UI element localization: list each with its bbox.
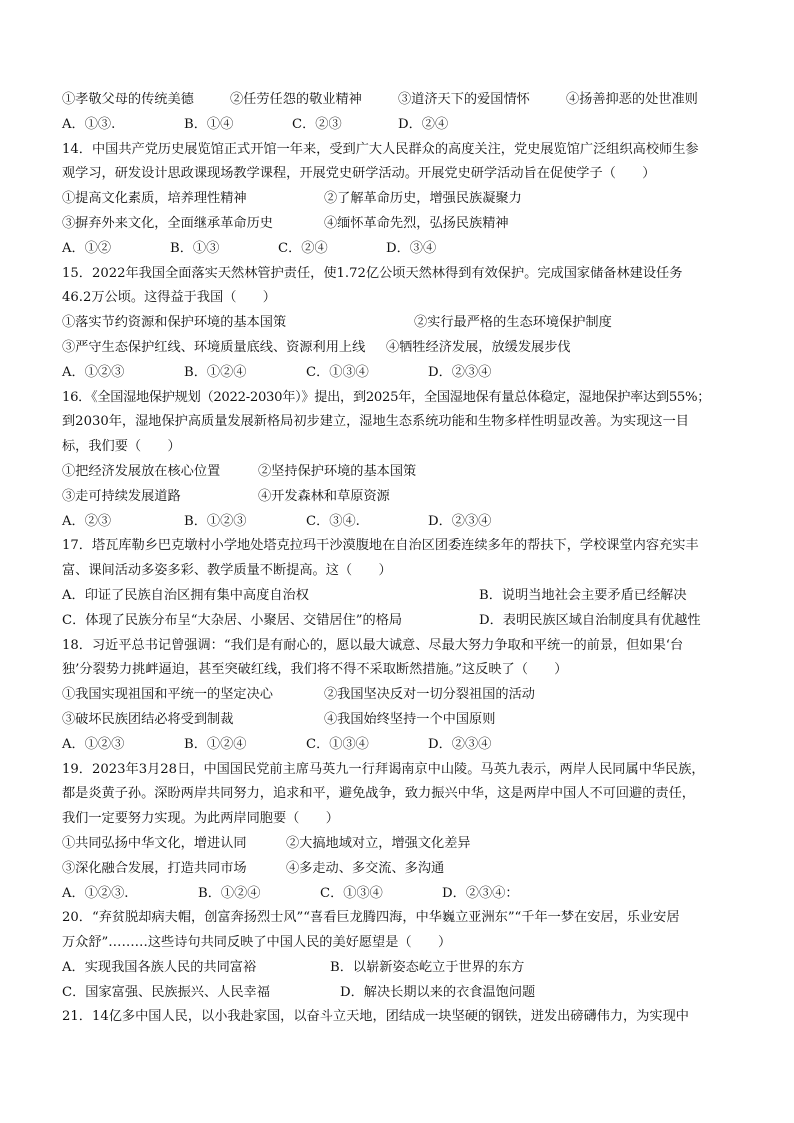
q15-choice-a[interactable]: A．①②③	[62, 364, 125, 380]
q20-choices-row-1	[62, 956, 752, 981]
q18-statement-3: ③破坏民族团结必将受到制裁	[62, 711, 234, 727]
q19-stem-line-2: 都是炎黄子孙。深盼两岸共同努力，追求和平，避免战争，致力振兴中华，这是两岸中国人不可回避的责任，	[62, 786, 695, 802]
q16-statement-3: ③走可持续发展道路	[62, 488, 181, 504]
q13-choices	[62, 113, 752, 138]
q15-choices	[62, 361, 752, 386]
q18-statements-row-2	[62, 708, 752, 733]
q18-choice-c[interactable]: C．①③④	[306, 736, 369, 752]
q14-statement-1: ①提高文化素质，培养理性精神	[62, 191, 247, 207]
q18-stem-line-2: 独’分裂势力挑衅逼迫，甚至突破红线，我们将不得不采取断然措施。”这反映了（ ）	[62, 662, 568, 678]
q13-statement-1: ①孝敬父母的传统美德	[62, 92, 194, 107]
q15-stem-line-2: 46.2万公顷。这得益于我国（ ）	[62, 290, 276, 306]
q13-choice-c[interactable]: C．②③	[292, 116, 342, 132]
q14-stem-line-2: 观学习，研发设计思政课现场教学课程，开展党史研学活动。开展党史研学活动旨在促使学子（ ）	[62, 166, 656, 182]
q18-choice-d[interactable]: D．②③④	[428, 736, 492, 752]
q16-choice-c[interactable]: C．③④.	[306, 513, 360, 529]
q20-choice-d[interactable]: D．解决长期以来的衣食温饱问题	[340, 984, 536, 1000]
q16-stem-line-3: 标，我们要（ ）	[62, 439, 181, 455]
q20-stem-line-1: 20．“弃贫脱却病夫帽，创富奔扬烈士风”“喜看巨龙腾四海，中华巍立亚洲东”“千年一梦在安居，乐业安居	[62, 910, 680, 926]
q13-choice-a[interactable]: A．①③.	[62, 116, 116, 132]
q19-statements-row-2	[62, 857, 752, 882]
q14-choice-b[interactable]: B．①③	[170, 240, 220, 256]
exam-page	[62, 88, 752, 1030]
q16-statements-row-2	[62, 485, 752, 510]
q16-statements-row-1	[62, 460, 752, 485]
q16-statement-1: ①把经济发展放在核心位置	[62, 463, 221, 479]
q19-choice-c[interactable]: C．①③④	[320, 885, 383, 901]
q16-statement-2: ②坚持保护环境的基本国策	[258, 463, 417, 479]
q14-choice-d[interactable]: D．③④	[386, 240, 437, 256]
q15-statement-3: ③严守生态保护红线、环境质量底线、资源利用上线	[62, 339, 366, 355]
q14-choices	[62, 237, 752, 262]
q16-choice-d[interactable]: D．②③④	[428, 513, 492, 529]
q18-statement-1: ①我国实现祖国和平统一的坚定决心	[62, 687, 273, 703]
q17-choice-d[interactable]: D．表明民族区域自治制度具有优越性	[479, 612, 701, 628]
q20-stem-line-2: 万众舒”………这些诗句共同反映了中国人民的美好愿望是（ ）	[62, 935, 452, 951]
q14-stem-line-1: 14．中国共产党历史展览馆正式开馆一年来，受到广大人民群众的高度关注，党史展览馆广泛组织高校师生参	[62, 141, 699, 157]
q20-choices-row-2	[62, 981, 752, 1006]
q18-choice-b[interactable]: B．①②④	[184, 736, 247, 752]
q18-choices	[62, 733, 752, 758]
q16-choice-a[interactable]: A．②③	[62, 513, 112, 529]
q19-statements-row-1	[62, 832, 752, 857]
q20-choice-c[interactable]: C．国家富强、民族振兴、人民幸福	[62, 984, 270, 1000]
q19-statement-4: ④多走动、多交流、多沟通	[286, 860, 445, 876]
q19-choices	[62, 882, 752, 907]
q19-choice-b[interactable]: B．①②④	[198, 885, 261, 901]
q18-statement-4: ④我国始终坚持一个中国原则	[324, 711, 496, 727]
q15-statement-1: ①落实节约资源和保护环境的基本国策	[62, 315, 287, 331]
q17-choices-row-1	[62, 584, 752, 609]
q19-choice-a[interactable]: A．①②③.	[62, 885, 129, 901]
q13-statements	[62, 88, 752, 113]
q14-statement-2: ②了解革命历史，增强民族凝聚力	[324, 191, 522, 207]
q14-statements-row-2	[62, 212, 752, 237]
q19-stem-line-3: 我们一定要努力实现。为此两岸同胞要（ ）	[62, 811, 339, 827]
q19-stem-line-1: 19．2023年3月28日，中国国民党前主席马英九一行拜谒南京中山陵。马英九表示，两岸人民同属中华民族，	[62, 761, 705, 777]
q14-statement-3: ③摒弃外来文化，全面继承革命历史	[62, 215, 273, 231]
q18-choice-a[interactable]: A．①②③	[62, 736, 125, 752]
q17-choice-a[interactable]: A．印证了民族自治区拥有集中高度自治权	[62, 587, 309, 603]
q21-stem-line-1: 21．14亿多中国人民，以小我赴家国，以奋斗立天地，团结成一块坚硬的钢铁，迸发出磅礴伟力，为实现中	[62, 1009, 689, 1025]
q15-choice-b[interactable]: B．①②④	[184, 364, 247, 380]
q13-choice-b[interactable]: B．①④	[184, 116, 234, 132]
q15-stem-line-1: 15．2022年我国全面落实天然林管护责任，使1.72亿公顷天然林得到有效保护。完成国家储备林建设任务	[62, 265, 683, 281]
q17-stem-line-1: 17．塔瓦库勒乡巴克墩村小学地处塔克拉玛干沙漠腹地在自治区团委连续多年的帮扶下，学校课堂内容充实丰	[62, 538, 699, 554]
q17-choices-row-2	[62, 609, 752, 634]
q13-statement-3: ③道济天下的爱国情怀	[398, 92, 530, 107]
q15-choice-d[interactable]: D．②③④	[428, 364, 492, 380]
q20-choice-a[interactable]: A．实现我国各族人民的共同富裕	[62, 959, 257, 975]
q13-statement-2: ②任劳任怨的敬业精神	[230, 92, 362, 107]
q19-statement-2: ②大搞地域对立，增强文化差异	[286, 835, 471, 851]
q13-choice-d[interactable]: D．②④	[398, 116, 449, 132]
q15-choice-c[interactable]: C．①③④	[306, 364, 369, 380]
q18-statements-row-1	[62, 683, 752, 708]
q19-choice-d[interactable]: D．②③④：	[442, 885, 519, 901]
q16-statement-4: ④开发森林和草原资源	[258, 488, 390, 504]
q20-choice-b[interactable]: B．以崭新姿态屹立于世界的东方	[330, 959, 525, 975]
q14-choice-a[interactable]: A．①②	[62, 240, 112, 256]
q18-stem-line-1: 18．习近平总书记曾强调：“我们是有耐心的，愿以最大诚意、尽最大努力争取和平统一的前景，但如果‘台	[62, 637, 684, 653]
q17-choice-b[interactable]: B．说明当地社会主要矛盾已经解决	[479, 587, 687, 603]
q16-choices	[62, 510, 752, 535]
q16-stem-line-2: 到2030年，湿地保护高质量发展新格局初步建立，湿地生态系统功能和生物多样性明显改善。为实现这一目	[62, 414, 689, 430]
q19-statement-3: ③深化融合发展，打造共同市场	[62, 860, 247, 876]
q17-stem-line-2: 富、课间活动多姿多彩、教学质量不断提高。这（ ）	[62, 563, 392, 579]
q13-statement-4: ④扬善抑恶的处世准则	[566, 92, 698, 107]
q17-choice-c[interactable]: C．体现了民族分布呈“大杂居、小聚居、交错居住”的格局	[62, 612, 403, 628]
q18-statement-2: ②我国坚决反对一切分裂祖国的活动	[324, 687, 535, 703]
q14-statement-4: ④缅怀革命先烈，弘扬民族精神	[324, 215, 509, 231]
q15-statement-2: ②实行最严格的生态环境保护制度	[414, 315, 612, 331]
q15-statements-row-1	[62, 311, 752, 336]
q14-choice-c[interactable]: C．②④	[278, 240, 328, 256]
q15-statements-row-2	[62, 336, 752, 361]
q19-statement-1: ①共同弘扬中华文化，增进认同	[62, 835, 247, 851]
q16-choice-b[interactable]: B．①②③	[184, 513, 247, 529]
q14-statements-row-1	[62, 187, 752, 212]
q15-statement-4: ④牺牲经济发展，放缓发展步伐	[386, 339, 571, 355]
q16-stem-line-1: 16．《全国湿地保护规划（2022-2030年）》提出，到2025年，全国湿地保有量总体稳定，湿地保护率达到55%；	[62, 389, 711, 405]
